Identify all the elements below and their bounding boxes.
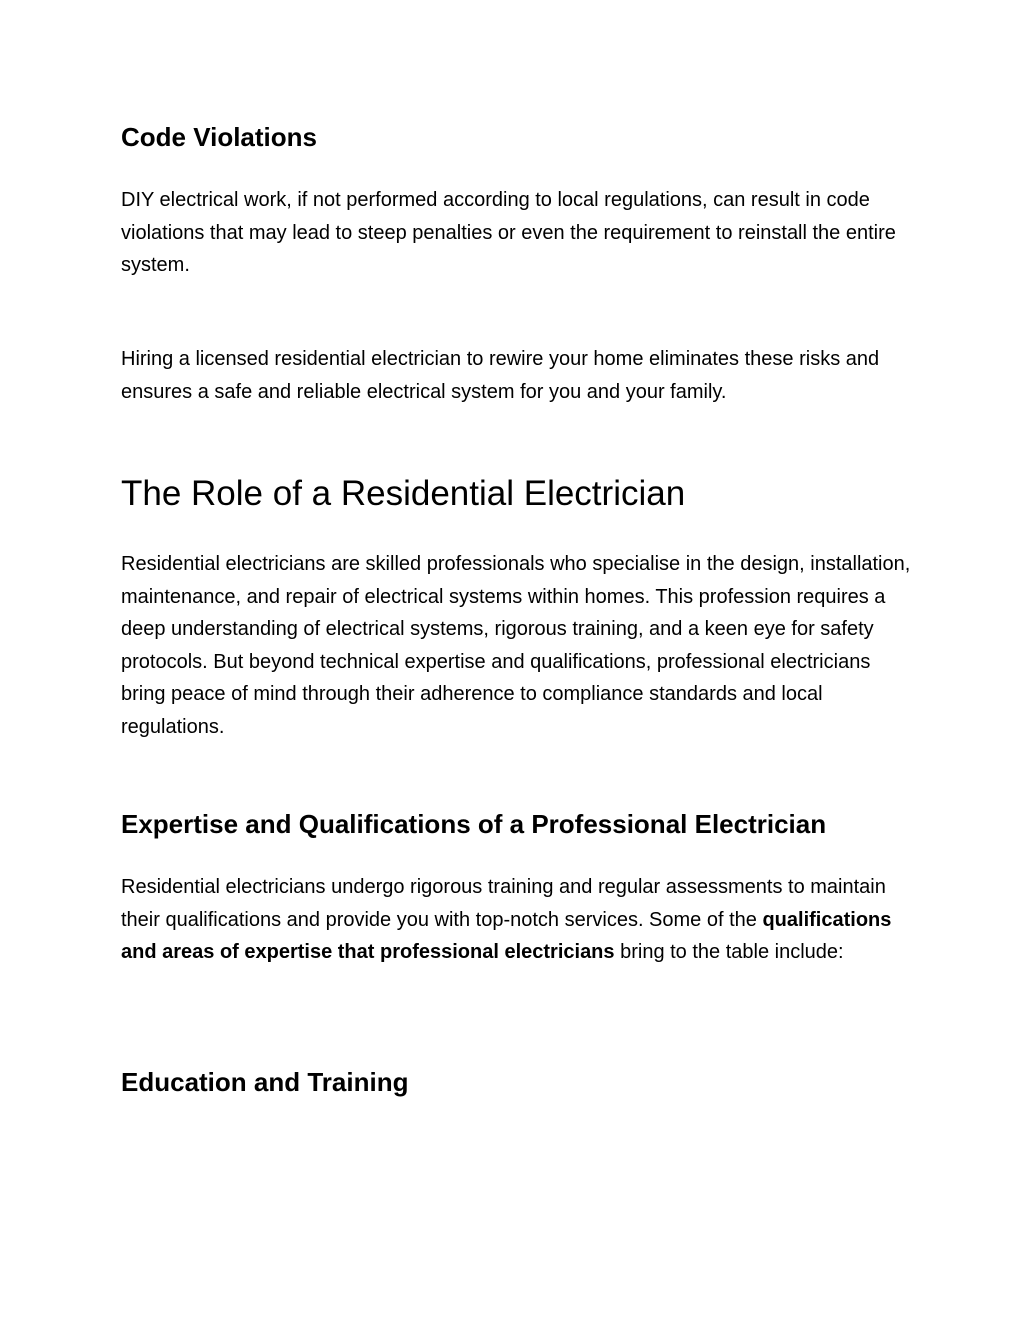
heading-education-training: Education and Training <box>121 1067 409 1097</box>
paragraph-expertise-text-start: Residential electricians undergo rigorous training and regular assessments to maintain their qualifications and provide you with top-notch services. Some of the <box>121 876 886 931</box>
heading-code-violations: Code Violations <box>121 122 317 152</box>
paragraph-code-violations: DIY electrical work, if not performed according to local regulations, can result in code violations that may lead to steep penalties or even the requirement to reinstall the entire system. <box>121 189 896 276</box>
paragraph-expertise-qualifications <box>121 871 911 969</box>
heading-role-of-electrician: The Role of a Residential Electrician <box>121 474 686 513</box>
paragraph-expertise-bold-text: qualifications and areas of expertise that professional electricians <box>121 908 892 963</box>
paragraph-role-of-electrician: Residential electricians are skilled professionals who specialise in the design, installation, maintenance, and repair of electrical systems within homes. This profession requires a deep understanding of electrical systems, rigorous training, and a keen eye for safety protocols. But beyond technical expertise and qualifications, professional electricians bring peace of mind through their adherence to compliance standards and local regulations. <box>121 553 911 738</box>
paragraph-hiring-electrician: Hiring a licensed residential electrician to rewire your home eliminates these risks and ensures a safe and reliable electrical system for you and your family. <box>121 348 880 403</box>
paragraph-expertise-text-end: bring to the table include: <box>614 941 844 963</box>
heading-expertise-qualifications: Expertise and Qualifications of a Professional Electrician <box>121 809 827 839</box>
